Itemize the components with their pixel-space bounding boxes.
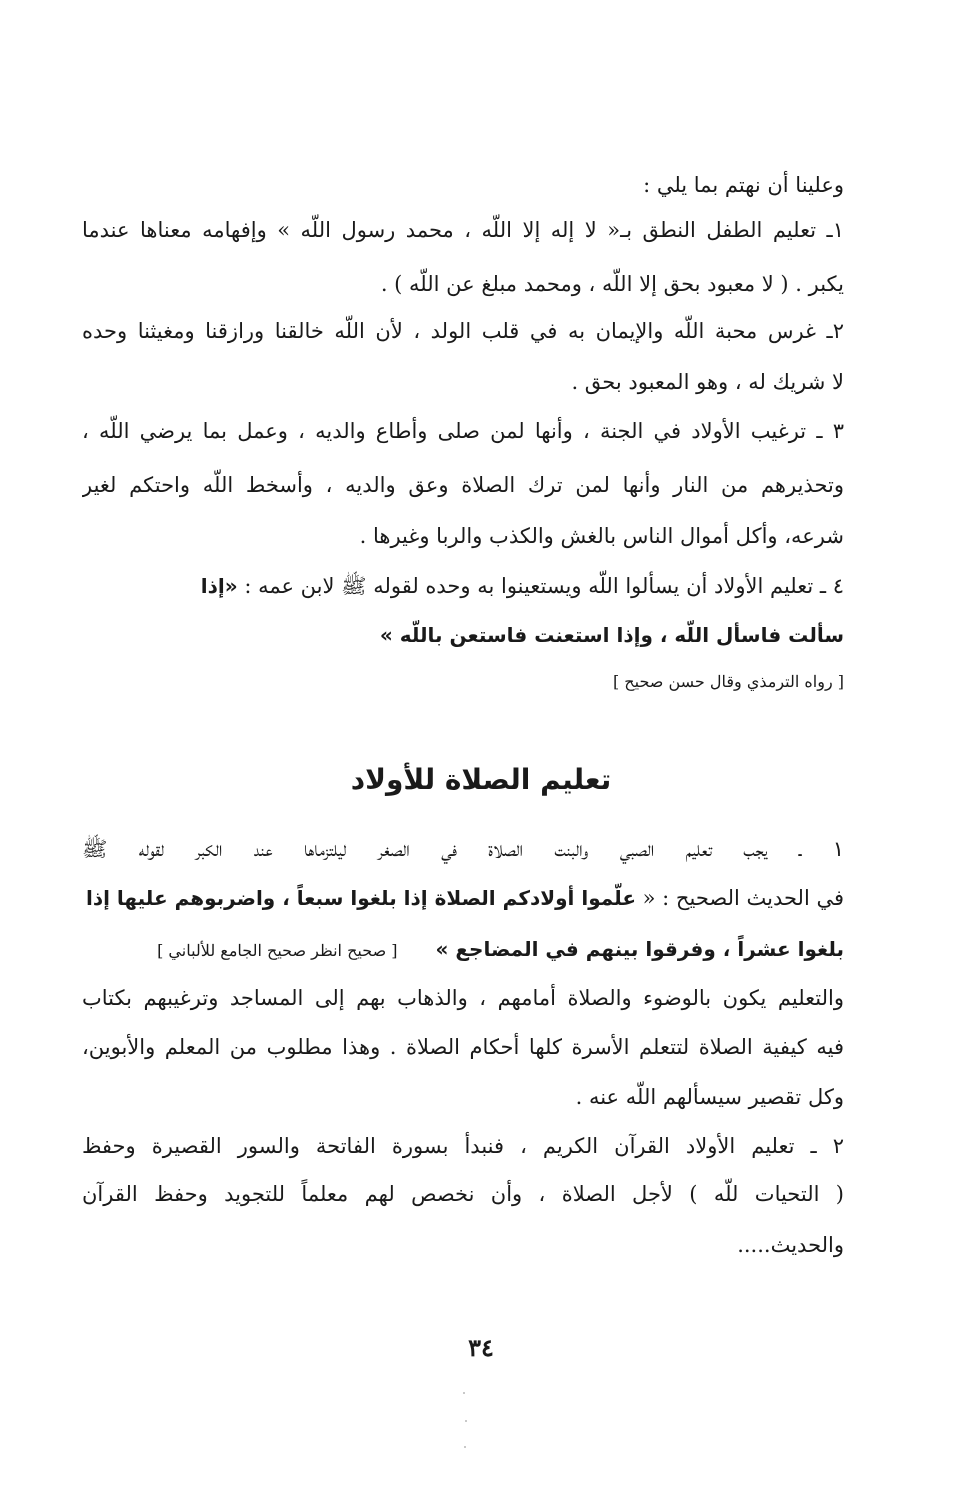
item-4-line-1-text: ٤ ـ تعليم الأولاد أن يسألوا اللّه ويستعينوا به وحده لقوله ﷺ لابن عمه :	[237, 574, 844, 598]
hadith-reference-2: [ صحيح انظر صحيح الجامع للألباني ]	[157, 941, 398, 960]
item-3-line-2: وتحذيرهم من النار وأنها لمن ترك الصلاة وعق والديه ، وأسخط اللّه واحتكم لغير	[82, 473, 844, 497]
item-2-line-2: لا شريك له ، وهو المعبود بحق .	[571, 370, 844, 394]
item-3-line-1: ٣ ـ ترغيب الأولاد في الجنة ، وأنها لمن صلى وأطاع والديه ، وعمل بما يرضي اللّه ،	[82, 419, 844, 443]
prayer-item-1-line-1: ١ ـ يجب تعليم الصبي والبنت الصلاة في الصغر ليلتزماها عند الكبر لقوله ﷺ	[82, 837, 844, 861]
prayer-item-1-line-6: وكل تقصير سيسألهم اللّه عنه .	[575, 1085, 844, 1109]
page-number: ٣٤	[468, 1333, 494, 1362]
prayer-item-1-line-4: والتعليم يكون بالوضوء والصلاة أمامهم ، والذهاب بهم إلى المساجد وترغيبهم بكتاب	[82, 986, 844, 1010]
prayer-hadith-part-1: علّموا أولادكم الصلاة إذا بلغوا سبعاً ، واضربوهم عليها إذا	[85, 886, 636, 910]
item-4-line-1	[82, 563, 844, 609]
prayer-item-2-line-2: ( التحيات للّه ) لأجل الصلاة ، وأن نخصص لهم معلماً للتجويد وحفظ القرآن	[82, 1182, 844, 1206]
item-4-hadith-line: سألت فاسأل اللّه ، وإذا استعنت فاستعن باللّه »	[379, 623, 844, 647]
item-3-line-3: شرعه، وأكل أموال الناس بالغش والكذب والربا وغيرها .	[359, 524, 844, 548]
hadith-reference-1: [ رواه الترمذي وقال حسن صحيح ]	[612, 672, 844, 691]
prayer-item-2-line-3: والحديث.....	[737, 1233, 844, 1257]
prayer-item-2-line-1: ٢ ـ تعليم الأولاد القرآن الكريم ، فنبدأ بسورة الفاتحة والسور القصيرة وحفظ	[82, 1134, 844, 1158]
prayer-item-1-line-2	[82, 875, 844, 921]
scan-speck	[463, 1392, 465, 1394]
prayer-item-1-line-5: فيه كيفية الصلاة لتتعلم الأسرة كلها أحكام الصلاة . وهذا مطلوب من المعلم والأبوين،	[82, 1035, 844, 1059]
scan-speck	[465, 1420, 467, 1422]
prayer-item-1-line-3	[82, 926, 844, 972]
item-1-line-2: يكبر . ( لا معبود بحق إلا اللّه ، ومحمد مبلغ عن اللّه ) .	[380, 272, 844, 296]
prayer-item-1-line-2-text: في الحديث الصحيح : «	[635, 886, 844, 910]
scan-speck	[464, 1446, 466, 1448]
item-2-line-1: ٢ـ غرس محبة اللّه والإيمان به في قلب الولد ، لأن اللّه خالقنا ورازقنا ومغيثنا وحده	[82, 319, 844, 343]
hadith-quote-start: «إذا	[200, 574, 238, 598]
item-1-line-1: ١ـ تعليم الطفل النطق بـ« لا إله إلا اللّه ، محمد رسول اللّه » وإفهامه معناها عندما	[82, 218, 844, 242]
intro-line: وعلينا أن نهتم بما يلي :	[643, 173, 844, 197]
section-heading: تعليم الصلاة للأولاد	[350, 763, 612, 796]
prayer-hadith-part-2: بلغوا عشراً ، وفرقوا بينهم في المضاجع »	[435, 937, 844, 961]
